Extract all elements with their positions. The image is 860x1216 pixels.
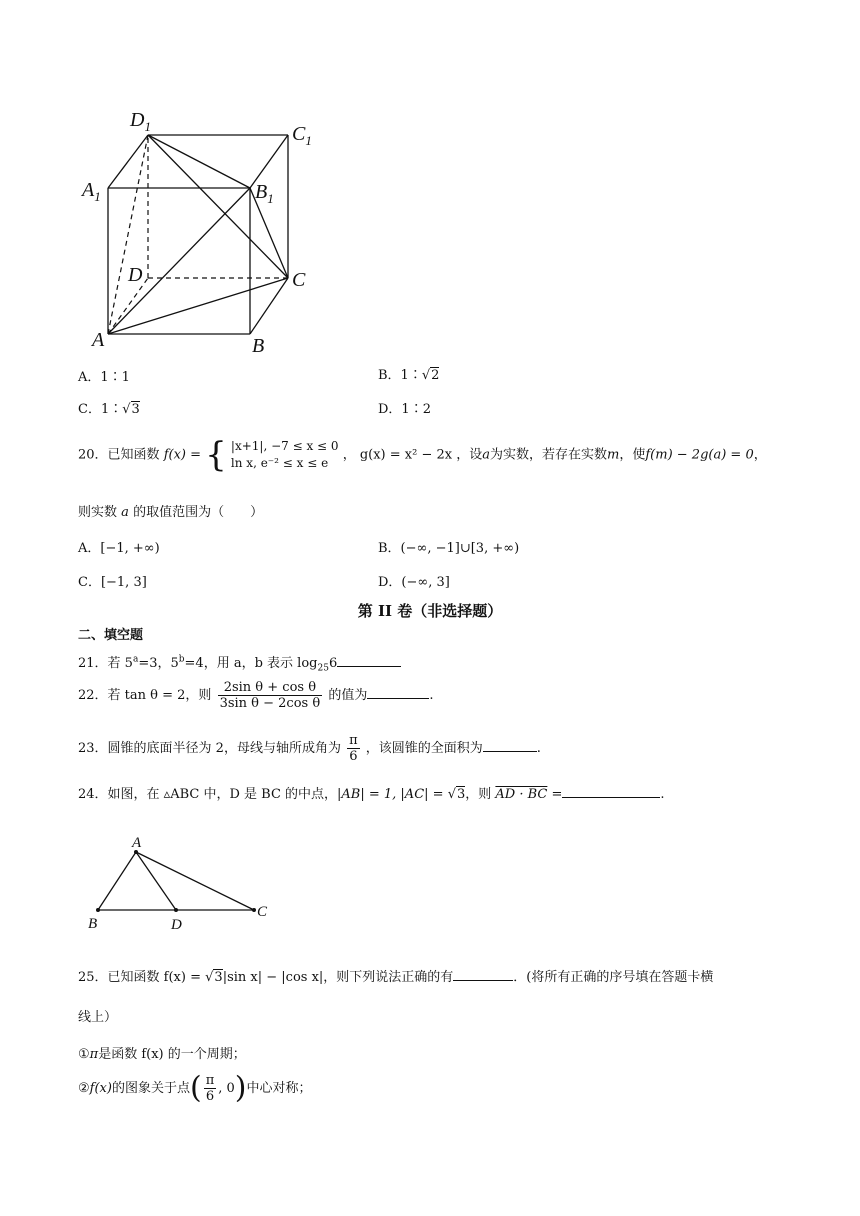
q20-option-b: B．(−∞, −1]∪[3, +∞) [378, 541, 520, 556]
q19-option-b: B．1∶√2 [378, 368, 440, 383]
q22: 22．若 tan θ = 2，则 $\frac{\text{2sin θ + cos θ}}{\text{3sin θ − 2cos θ}}$ 的值为 . [78, 680, 434, 711]
q25-item-1: ①π是函数 f(x) 的一个周期； [78, 1047, 246, 1062]
part2-title: 第 II 卷（非选择题） [357, 602, 503, 620]
q19-option-a: A．1∶1 [78, 370, 130, 385]
q24-answer-blank[interactable] [562, 785, 660, 798]
segment-ad [136, 852, 176, 910]
q20-option-a: A．[−1, +∞) [78, 541, 160, 556]
edge-a-d1 [108, 135, 148, 334]
q19-option-d: D．1∶2 [378, 402, 431, 417]
tri-label-b: B [88, 916, 98, 932]
q20-stem: 20．已知函数 f(x) = { |x+1|, −7 ≤ x ≤ 0 ln x, e⁻² ≤ x ≤ e ， g(x) = x² − 2x ，设a为实数，若存在实数m，使f(m) − 2g(a) = 0， [78, 435, 767, 475]
label-a1: $A_1$ [82, 179, 101, 204]
triangle-figure [82, 834, 282, 934]
tri-label-a: A [132, 835, 142, 851]
section-fill-in-title: 二、填空题 [78, 628, 144, 643]
q24: 24．如图，在 ▵ABC 中，D 是 BC 的中点，|AB| = 1, |AC| = √3，则 AD · BC = . [78, 787, 665, 802]
edge-a1-d1 [108, 135, 148, 188]
q25-answer-blank[interactable] [453, 968, 513, 981]
cube-figure [70, 100, 330, 360]
label-c: C [292, 269, 306, 291]
q23: 23．圆锥的底面半径为 2，母线与轴所成角为 $\frac{\pi}{6}$ ，该圆锥的全面积为 . [78, 733, 541, 764]
q23-answer-blank[interactable] [483, 739, 537, 752]
label-d: D [128, 264, 143, 286]
q21: 21．若 $5^a=3$，$5^b=4$，用 a，b 表示 $\log_{25}6$ [78, 652, 401, 674]
q20-stem-line2: 则实数 a 的取值范围为（ ） [78, 505, 264, 520]
segment-ab [98, 852, 136, 910]
label-c1: $C_1$ [292, 123, 312, 148]
label-a: A [92, 329, 105, 351]
tri-label-d: D [171, 917, 182, 933]
q25-item-2: ②f(x)的图象关于点( $\frac{\pi}{6}$ , 0)中心对称； [78, 1070, 312, 1106]
q21-answer-blank[interactable] [337, 654, 401, 667]
q19-option-c: C．1∶√3 [78, 402, 140, 417]
edge-b-c [250, 278, 288, 334]
label-b: B [252, 335, 265, 357]
tri-label-c: C [257, 904, 268, 920]
q22-answer-blank[interactable] [367, 686, 429, 699]
edge-d1-b1 [148, 135, 250, 188]
segment-ac [136, 852, 254, 910]
q25: 25．已知函数 f(x) = √3|sin x| − |cos x|，则下列说法正确的有 ．(将所有正确的序号填在答题卡横 [78, 970, 714, 985]
label-d1: $D_1$ [130, 109, 151, 134]
edge-d1-c [148, 135, 288, 278]
q25-line2: 线上） [78, 1010, 118, 1025]
q20-option-c: C．[−1, 3] [78, 575, 147, 590]
q20-option-d: D．(−∞, 3] [378, 575, 450, 590]
label-b1: $B_1$ [255, 181, 274, 206]
